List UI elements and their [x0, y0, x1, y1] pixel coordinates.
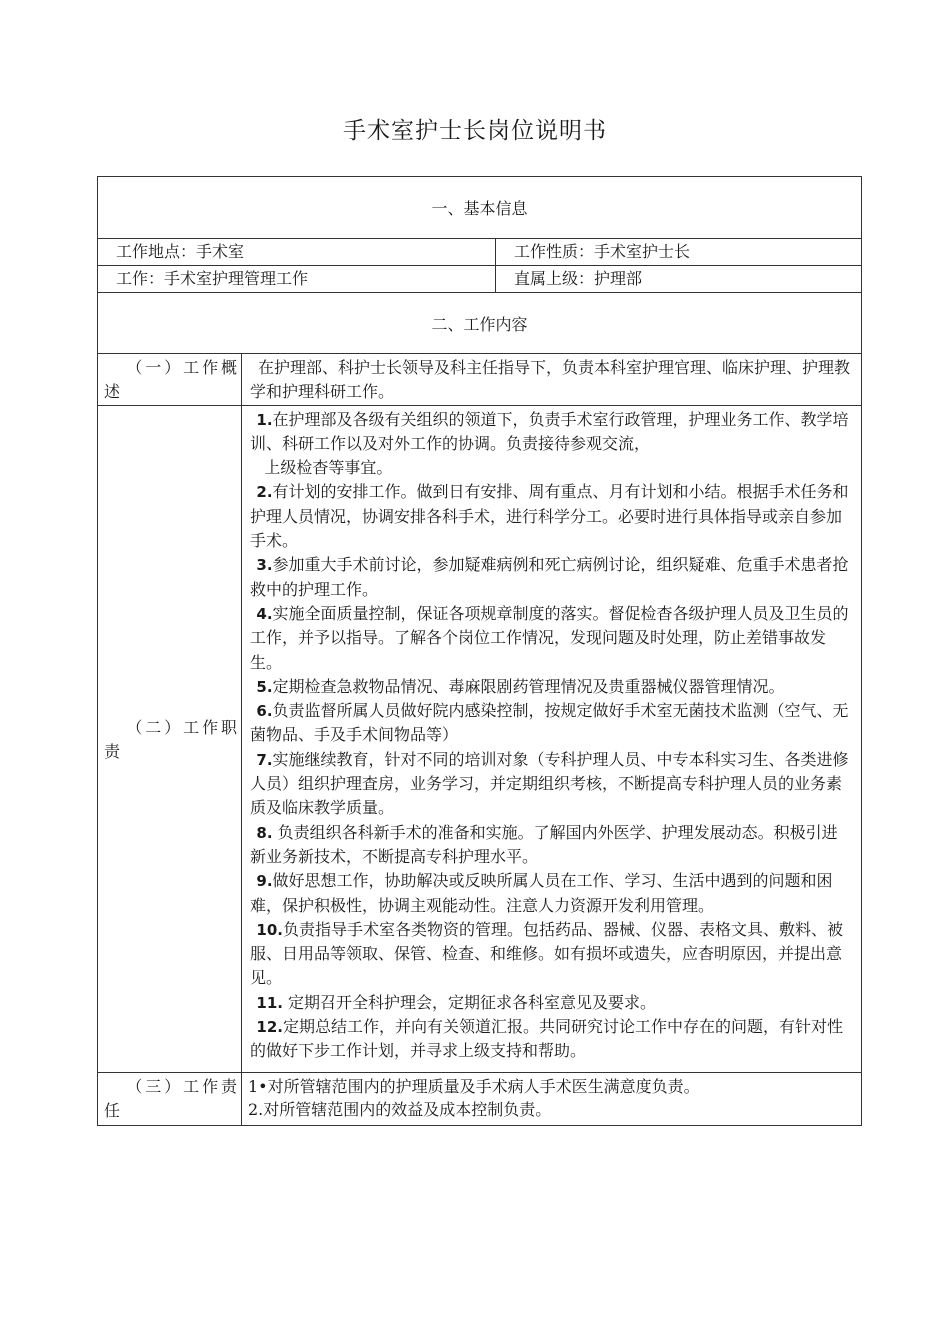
- duty-text: 实施全面质量控制，保证各项规章制度的落实。督促检杳各级护理人员及卫生员的工作，并予以指导。了解各个岗位工作情况，发现问题及时处理，防止差错事故发生。: [250, 603, 849, 672]
- duty-item: [250, 869, 851, 918]
- duty-text: 定期召开全科护理会，定期征求各科室意见及要求。: [282, 992, 657, 1012]
- duty-number: 6.: [256, 702, 273, 721]
- document-title: 手术室护士长岗位说明书: [343, 118, 607, 144]
- work-nature: 工作性质：手术室护士长: [496, 239, 862, 266]
- duty-number: 4.: [256, 604, 273, 623]
- responsibility-item: 2.对所管辖范围内的效益及成本控制负责。: [248, 1099, 552, 1119]
- duty-item: [250, 408, 851, 481]
- duty-item: [250, 480, 851, 553]
- overview-row: [98, 354, 862, 406]
- duty-text: 负责监督所属人员做好院内感染控制，按规定做好手术室无菌技术监测（空气、无菌物品、手及手术间物品等）: [250, 701, 849, 745]
- basic-info-header-row: [98, 177, 862, 239]
- duty-number: 9.: [256, 872, 273, 891]
- duty-text: 在护理部及各级有关组织的领道下，负责手术室行政管理，护理业务工作、教学培训、科研工作以及对外工作的协调。负责接待参观交流，: [250, 409, 849, 453]
- duty-number: 2.: [256, 483, 273, 502]
- duty-text: 做好思想工作，协助解决或反映所属人员在工作、学习、生活中遇到的问题和困难，保护积极性，协调主观能动性。注意人力资源开发利用管理。: [250, 871, 833, 915]
- duty-text: 有计划的安排工作。做到日有安排、周有重点、月有计划和小结。根据手术任务和护理人员情况，协调安排各科手术，进行科学分工。必要时进行具体指导或亲自参加手术。: [250, 482, 849, 551]
- duty-item: [250, 699, 851, 748]
- responsibility-label: （三）工作责任: [98, 1072, 242, 1125]
- duty-item: [250, 1015, 851, 1064]
- overview-text: 在护理部、科护士长领导及科主任指导下，负责本科室护理官理、临床护理、护理教学和护理科研工作。: [242, 354, 862, 406]
- duty-text: 参加重大手术前讨论，参加疑难病例和死亡病例讨论，组织疑难、危重手术患者抢救中的护理工作。: [250, 555, 849, 599]
- job-description-table: [97, 176, 862, 1126]
- duties-row: [98, 405, 862, 1072]
- duty-text: 定期检查急救物品情况、毒麻限剧药管理情况及贵重器械仪器管理情况。: [272, 676, 785, 696]
- duty-text: 定期总结工作，并向有关领道汇报。共同研究讨论工作中存在的问题，有针对性的做好下步工作计划，并寻求上级支持和帮助。: [250, 1017, 843, 1061]
- duty-number: 1.: [256, 410, 273, 429]
- duty-item: [250, 602, 851, 675]
- info-row-2: [98, 266, 862, 293]
- duty-number: 3.: [256, 556, 273, 575]
- direct-superior: 直属上级：护理部: [496, 266, 862, 293]
- duty-text: 实施继续教育，针对不同的培训对象（专科护理人员、中专本科实习生、各类进修人员）组织护理査房，业务学习，并定期组织考核，不断提高专科护理人员的业务素质及临床教学质量。: [250, 749, 849, 818]
- responsibility-item: 1•对所管辖范围内的护理质量及手术病人手术医生满意度负责。: [248, 1076, 700, 1096]
- work-location: 工作地点：手术室: [98, 239, 496, 266]
- duties-label: （二）工作职责: [98, 405, 242, 1072]
- info-row-1: [98, 239, 862, 266]
- duty-text: 负责组织各科新手术的准备和实施。了解国内外医学、护理发展动态。积极引进新业务新技术，不断提高专科护理水平。: [250, 822, 838, 866]
- work-content-header-row: [98, 293, 862, 354]
- duties-list: [242, 405, 862, 1072]
- duty-item: [250, 553, 851, 602]
- duty-number: 7.: [256, 750, 273, 769]
- responsibility-list: [242, 1072, 862, 1125]
- duty-number: 10.: [256, 920, 283, 939]
- duty-item: [250, 675, 851, 699]
- duty-item: [250, 991, 851, 1015]
- duty-number: 5.: [256, 677, 273, 696]
- responsibility-row: [98, 1072, 862, 1125]
- duty-item: [250, 918, 851, 991]
- basic-info-header: 一、基本信息: [98, 177, 862, 239]
- work-type: 工作：手术室护理管理工作: [98, 266, 496, 293]
- duty-item: [250, 821, 851, 870]
- duty-text-continuation: 上级检杳等事宜。: [264, 458, 393, 478]
- duty-number: 12.: [256, 1018, 283, 1037]
- duty-text: 负责指导手术室各类物资的管理。包括药品、器械、仪器、表格文具、敷料、被服、日用品等领取、保管、检查、和维修。如有损坏或遗失，应杳明原因，并提出意见。: [250, 919, 843, 988]
- work-content-header: 二、工作内容: [98, 293, 862, 354]
- overview-label: （一）工作概述: [98, 354, 242, 406]
- duties-bottom-spacer: [250, 1064, 851, 1072]
- duty-number: 8.: [256, 823, 273, 842]
- duty-item: [250, 748, 851, 821]
- duty-number: 11.: [256, 993, 283, 1012]
